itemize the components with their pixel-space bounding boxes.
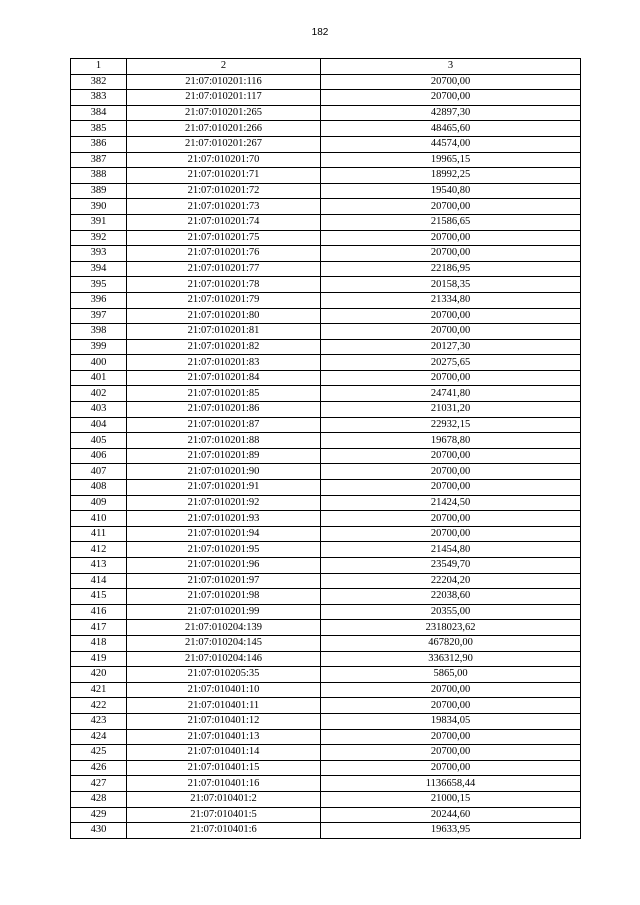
value-cell: 21454,80 <box>321 542 581 558</box>
cadastral-number-cell: 21:07:010401:12 <box>127 713 321 729</box>
data-table <box>70 58 581 839</box>
table-row <box>71 152 581 168</box>
cadastral-number-cell: 21:07:010401:13 <box>127 729 321 745</box>
cadastral-number-cell: 21:07:010201:116 <box>127 74 321 90</box>
column-header-3: 3 <box>321 59 581 75</box>
page-number: 182 <box>311 27 329 38</box>
row-number-cell: 386 <box>71 136 127 152</box>
table-row <box>71 308 581 324</box>
cadastral-number-cell: 21:07:010201:72 <box>127 183 321 199</box>
table-row <box>71 214 581 230</box>
value-cell: 19965,15 <box>321 152 581 168</box>
table-row <box>71 230 581 246</box>
value-cell: 20700,00 <box>321 480 581 496</box>
value-cell: 20700,00 <box>321 230 581 246</box>
row-number-cell: 418 <box>71 635 127 651</box>
row-number-cell: 395 <box>71 277 127 293</box>
table-row <box>71 433 581 449</box>
cadastral-number-cell: 21:07:010201:91 <box>127 480 321 496</box>
value-cell: 19834,05 <box>321 713 581 729</box>
cadastral-number-cell: 21:07:010201:76 <box>127 246 321 262</box>
row-number-cell: 407 <box>71 464 127 480</box>
value-cell: 22038,60 <box>321 589 581 605</box>
cadastral-number-cell: 21:07:010401:2 <box>127 791 321 807</box>
cadastral-number-cell: 21:07:010201:81 <box>127 324 321 340</box>
value-cell: 23549,70 <box>321 558 581 574</box>
row-number-cell: 425 <box>71 745 127 761</box>
row-number-cell: 388 <box>71 168 127 184</box>
table-row <box>71 370 581 386</box>
table-row <box>71 74 581 90</box>
cadastral-number-cell: 21:07:010205:35 <box>127 667 321 683</box>
row-number-cell: 411 <box>71 526 127 542</box>
table-row <box>71 402 581 418</box>
value-cell: 20700,00 <box>321 526 581 542</box>
cadastral-number-cell: 21:07:010401:5 <box>127 807 321 823</box>
value-cell: 21586,65 <box>321 214 581 230</box>
table-row <box>71 480 581 496</box>
row-number-cell: 390 <box>71 199 127 215</box>
table-row <box>71 121 581 137</box>
cadastral-number-cell: 21:07:010201:93 <box>127 511 321 527</box>
value-cell: 2318023,62 <box>321 620 581 636</box>
cadastral-number-cell: 21:07:010201:74 <box>127 214 321 230</box>
cadastral-number-cell: 21:07:010204:139 <box>127 620 321 636</box>
table-row <box>71 745 581 761</box>
cadastral-number-cell: 21:07:010201:98 <box>127 589 321 605</box>
table-row <box>71 791 581 807</box>
cadastral-number-cell: 21:07:010201:99 <box>127 604 321 620</box>
row-number-cell: 421 <box>71 682 127 698</box>
table-row <box>71 620 581 636</box>
table-body <box>71 74 581 838</box>
table-row <box>71 386 581 402</box>
cadastral-number-cell: 21:07:010201:70 <box>127 152 321 168</box>
value-cell: 20700,00 <box>321 324 581 340</box>
value-cell: 42897,30 <box>321 105 581 121</box>
table-row <box>71 261 581 277</box>
row-number-cell: 430 <box>71 823 127 839</box>
row-number-cell: 393 <box>71 246 127 262</box>
row-number-cell: 383 <box>71 90 127 106</box>
cadastral-number-cell: 21:07:010201:94 <box>127 526 321 542</box>
row-number-cell: 408 <box>71 480 127 496</box>
cadastral-number-cell: 21:07:010201:266 <box>127 121 321 137</box>
row-number-cell: 382 <box>71 74 127 90</box>
row-number-cell: 398 <box>71 324 127 340</box>
table-row <box>71 183 581 199</box>
cadastral-number-cell: 21:07:010201:90 <box>127 464 321 480</box>
cadastral-number-cell: 21:07:010201:267 <box>127 136 321 152</box>
cadastral-number-cell: 21:07:010201:92 <box>127 495 321 511</box>
value-cell: 19540,80 <box>321 183 581 199</box>
table-row <box>71 682 581 698</box>
value-cell: 20700,00 <box>321 745 581 761</box>
cadastral-number-cell: 21:07:010401:15 <box>127 760 321 776</box>
table-row <box>71 760 581 776</box>
row-number-cell: 396 <box>71 292 127 308</box>
value-cell: 336312,90 <box>321 651 581 667</box>
value-cell: 21424,50 <box>321 495 581 511</box>
table-row <box>71 776 581 792</box>
row-number-cell: 387 <box>71 152 127 168</box>
cadastral-number-cell: 21:07:010201:117 <box>127 90 321 106</box>
row-number-cell: 422 <box>71 698 127 714</box>
value-cell: 20355,00 <box>321 604 581 620</box>
table-row <box>71 417 581 433</box>
table-row <box>71 277 581 293</box>
value-cell: 467820,00 <box>321 635 581 651</box>
value-cell: 20275,65 <box>321 355 581 371</box>
value-cell: 22186,95 <box>321 261 581 277</box>
table-row <box>71 448 581 464</box>
table-header <box>71 59 581 75</box>
table-row <box>71 589 581 605</box>
row-number-cell: 402 <box>71 386 127 402</box>
cadastral-number-cell: 21:07:010201:96 <box>127 558 321 574</box>
column-header-2: 2 <box>127 59 321 75</box>
row-number-cell: 406 <box>71 448 127 464</box>
table-row <box>71 729 581 745</box>
table-row <box>71 199 581 215</box>
value-cell: 20700,00 <box>321 760 581 776</box>
row-number-cell: 392 <box>71 230 127 246</box>
cadastral-number-cell: 21:07:010201:78 <box>127 277 321 293</box>
row-number-cell: 419 <box>71 651 127 667</box>
row-number-cell: 424 <box>71 729 127 745</box>
cadastral-number-cell: 21:07:010201:88 <box>127 433 321 449</box>
cadastral-number-cell: 21:07:010201:87 <box>127 417 321 433</box>
row-number-cell: 429 <box>71 807 127 823</box>
row-number-cell: 391 <box>71 214 127 230</box>
cadastral-number-cell: 21:07:010401:10 <box>127 682 321 698</box>
table-row <box>71 667 581 683</box>
value-cell: 19633,95 <box>321 823 581 839</box>
table-row <box>71 542 581 558</box>
value-cell: 1136658,44 <box>321 776 581 792</box>
value-cell: 20700,00 <box>321 199 581 215</box>
table-row <box>71 651 581 667</box>
table-row <box>71 324 581 340</box>
row-number-cell: 399 <box>71 339 127 355</box>
table-row <box>71 90 581 106</box>
row-number-cell: 428 <box>71 791 127 807</box>
row-number-cell: 412 <box>71 542 127 558</box>
row-number-cell: 384 <box>71 105 127 121</box>
row-number-cell: 404 <box>71 417 127 433</box>
table-row <box>71 807 581 823</box>
value-cell: 22932,15 <box>321 417 581 433</box>
cadastral-number-cell: 21:07:010204:146 <box>127 651 321 667</box>
value-cell: 20700,00 <box>321 74 581 90</box>
cadastral-number-cell: 21:07:010401:6 <box>127 823 321 839</box>
cadastral-number-cell: 21:07:010201:95 <box>127 542 321 558</box>
cadastral-number-cell: 21:07:010201:89 <box>127 448 321 464</box>
row-number-cell: 385 <box>71 121 127 137</box>
value-cell: 20244,60 <box>321 807 581 823</box>
table-row <box>71 713 581 729</box>
value-cell: 20700,00 <box>321 464 581 480</box>
cadastral-number-cell: 21:07:010201:75 <box>127 230 321 246</box>
cadastral-number-cell: 21:07:010201:83 <box>127 355 321 371</box>
table-row <box>71 495 581 511</box>
value-cell: 19678,80 <box>321 433 581 449</box>
cadastral-number-cell: 21:07:010201:82 <box>127 339 321 355</box>
table-row <box>71 246 581 262</box>
value-cell: 48465,60 <box>321 121 581 137</box>
row-number-cell: 394 <box>71 261 127 277</box>
cadastral-number-cell: 21:07:010201:71 <box>127 168 321 184</box>
table-row <box>71 464 581 480</box>
cadastral-number-cell: 21:07:010201:84 <box>127 370 321 386</box>
table-header-row <box>71 59 581 75</box>
row-number-cell: 410 <box>71 511 127 527</box>
table-row <box>71 355 581 371</box>
value-cell: 20158,35 <box>321 277 581 293</box>
row-number-cell: 426 <box>71 760 127 776</box>
table-row <box>71 511 581 527</box>
row-number-cell: 403 <box>71 402 127 418</box>
cadastral-number-cell: 21:07:010204:145 <box>127 635 321 651</box>
row-number-cell: 405 <box>71 433 127 449</box>
value-cell: 20700,00 <box>321 90 581 106</box>
row-number-cell: 397 <box>71 308 127 324</box>
value-cell: 20700,00 <box>321 698 581 714</box>
value-cell: 20700,00 <box>321 370 581 386</box>
value-cell: 20700,00 <box>321 511 581 527</box>
value-cell: 22204,20 <box>321 573 581 589</box>
cadastral-number-cell: 21:07:010201:97 <box>127 573 321 589</box>
value-cell: 20700,00 <box>321 448 581 464</box>
table-row <box>71 698 581 714</box>
row-number-cell: 413 <box>71 558 127 574</box>
table-row <box>71 573 581 589</box>
cadastral-number-cell: 21:07:010201:86 <box>127 402 321 418</box>
table-row <box>71 292 581 308</box>
table-row <box>71 635 581 651</box>
cadastral-number-cell: 21:07:010401:14 <box>127 745 321 761</box>
value-cell: 24741,80 <box>321 386 581 402</box>
cadastral-number-cell: 21:07:010401:11 <box>127 698 321 714</box>
table-row <box>71 105 581 121</box>
cadastral-number-cell: 21:07:010201:265 <box>127 105 321 121</box>
value-cell: 21334,80 <box>321 292 581 308</box>
row-number-cell: 415 <box>71 589 127 605</box>
table-row <box>71 604 581 620</box>
value-cell: 20700,00 <box>321 682 581 698</box>
table-row <box>71 526 581 542</box>
row-number-cell: 389 <box>71 183 127 199</box>
cadastral-number-cell: 21:07:010401:16 <box>127 776 321 792</box>
row-number-cell: 414 <box>71 573 127 589</box>
row-number-cell: 400 <box>71 355 127 371</box>
table-row <box>71 339 581 355</box>
column-header-1: 1 <box>71 59 127 75</box>
value-cell: 18992,25 <box>321 168 581 184</box>
row-number-cell: 417 <box>71 620 127 636</box>
cadastral-number-cell: 21:07:010201:85 <box>127 386 321 402</box>
table-row <box>71 823 581 839</box>
row-number-cell: 420 <box>71 667 127 683</box>
row-number-cell: 427 <box>71 776 127 792</box>
cadastral-number-cell: 21:07:010201:79 <box>127 292 321 308</box>
table-row <box>71 168 581 184</box>
row-number-cell: 416 <box>71 604 127 620</box>
row-number-cell: 423 <box>71 713 127 729</box>
value-cell: 21000,15 <box>321 791 581 807</box>
value-cell: 20700,00 <box>321 729 581 745</box>
row-number-cell: 409 <box>71 495 127 511</box>
table-row <box>71 558 581 574</box>
value-cell: 21031,20 <box>321 402 581 418</box>
value-cell: 5865,00 <box>321 667 581 683</box>
value-cell: 20700,00 <box>321 308 581 324</box>
table-row <box>71 136 581 152</box>
value-cell: 44574,00 <box>321 136 581 152</box>
cadastral-number-cell: 21:07:010201:73 <box>127 199 321 215</box>
row-number-cell: 401 <box>71 370 127 386</box>
cadastral-number-cell: 21:07:010201:80 <box>127 308 321 324</box>
value-cell: 20700,00 <box>321 246 581 262</box>
cadastral-number-cell: 21:07:010201:77 <box>127 261 321 277</box>
value-cell: 20127,30 <box>321 339 581 355</box>
